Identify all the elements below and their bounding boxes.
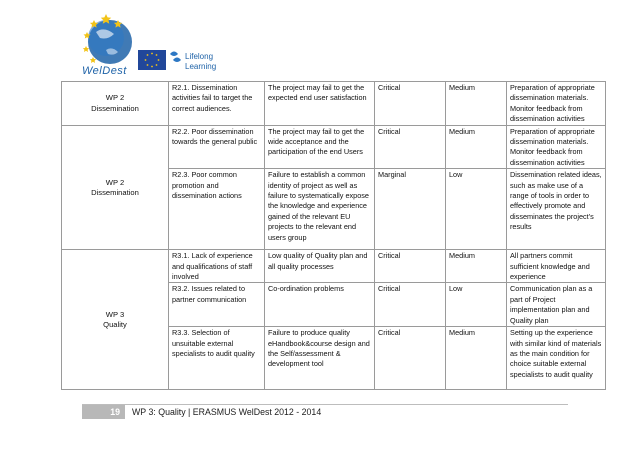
mitigation-cell: Preparation of appropriate dissemination materials. Monitor feedback from dissemination activities	[507, 125, 606, 169]
likelihood-cell: Medium	[446, 82, 507, 126]
mitigation-cell: Setting up the experience with similar kind of materials as the main condition for choice suitable external specialists to audit quality	[507, 327, 606, 390]
svg-text:Learning: Learning	[185, 62, 217, 71]
svg-text:WelDest: WelDest	[82, 65, 127, 77]
likelihood-cell: Low	[446, 283, 507, 327]
risk-description-cell: Failure to establish a common identity of project as well as failure to systematically expose the knowledge and experience gained of the relevant EU projects to the relevant end users group	[265, 169, 375, 250]
risk-table	[61, 81, 606, 390]
table-row	[62, 82, 606, 126]
header-logos	[62, 10, 262, 78]
severity-cell: Critical	[375, 327, 446, 390]
risk-cell: R3.1. Lack of experience and qualifications of staff involved	[169, 250, 265, 283]
likelihood-cell: Medium	[446, 250, 507, 283]
risk-description-cell: The project may fail to get the expected end user satisfaction	[265, 82, 375, 126]
risk-cell: R2.2. Poor dissemination towards the general public	[169, 125, 265, 169]
work-package-cell	[62, 125, 169, 250]
weldest-logo	[82, 14, 132, 77]
risk-description-cell: Failure to produce quality eHandbook&course design and the Self/assessment & development tool	[265, 327, 375, 390]
severity-cell: Critical	[375, 250, 446, 283]
work-package-name: Quality	[103, 320, 127, 330]
work-package-number: WP 3	[105, 309, 125, 319]
mitigation-cell: Preparation of appropriate dissemination materials. Monitor feedback from dissemination activities	[507, 82, 606, 126]
svg-text:Lifelong: Lifelong	[185, 52, 214, 61]
risk-cell: R3.3. Selection of unsuitable external specialists to audit quality	[169, 327, 265, 390]
work-package-number: WP 2	[105, 93, 125, 103]
table-row	[62, 125, 606, 169]
likelihood-cell: Low	[446, 169, 507, 250]
likelihood-cell: Medium	[446, 327, 507, 390]
page-number: 19	[82, 405, 125, 419]
work-package-cell	[62, 250, 169, 390]
footer-text: WP 3: Quality | ERASMUS WelDest 2012 - 2014	[132, 407, 322, 417]
mitigation-cell: Communication plan as a part of Project implementation plan and Quality plan	[507, 283, 606, 327]
work-package-number: WP 2	[105, 177, 125, 187]
page-footer	[82, 405, 321, 419]
work-package-cell	[62, 82, 169, 126]
risk-cell: R3.2. Issues related to partner communication	[169, 283, 265, 327]
risk-cell: R2.1. Dissemination activities fail to target the correct audiences.	[169, 82, 265, 126]
mitigation-cell: Dissemination related ideas, such as make use of a range of tools in order to effectively promote and disseminates the project’s results	[507, 169, 606, 250]
severity-cell: Critical	[375, 125, 446, 169]
lifelong-learning-logo	[138, 50, 216, 71]
severity-cell: Marginal	[375, 169, 446, 250]
mitigation-cell: All partners commit sufficient knowledge and experience	[507, 250, 606, 283]
likelihood-cell: Medium	[446, 125, 507, 169]
severity-cell: Critical	[375, 283, 446, 327]
work-package-name: Dissemination	[91, 103, 139, 113]
risk-description-cell: Low quality of Quality plan and all quality processes	[265, 250, 375, 283]
work-package-name: Dissemination	[91, 187, 139, 197]
risk-description-cell: The project may fail to get the wide acceptance and the participation of the end Users	[265, 125, 375, 169]
risk-cell: R2.3. Poor common promotion and dissemination actions	[169, 169, 265, 250]
severity-cell: Critical	[375, 82, 446, 126]
table-row	[62, 250, 606, 283]
risk-description-cell: Co-ordination problems	[265, 283, 375, 327]
